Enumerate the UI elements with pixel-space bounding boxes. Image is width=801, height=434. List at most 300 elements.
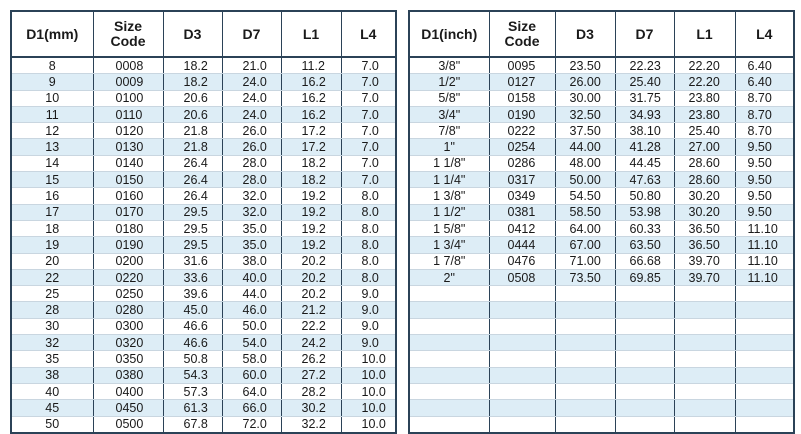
table-cell: 3/4" [409,106,489,122]
table-cell: 9.50 [735,139,794,155]
table-cell [735,367,794,383]
table-row [11,74,396,90]
table-cell: 7.0 [341,139,396,155]
table-cell: 24.0 [222,106,281,122]
table-cell: 40.0 [222,269,281,285]
table-row [409,188,794,204]
table-cell: 22.23 [615,57,674,74]
table-cell: 71.00 [555,253,615,269]
table-cell: 9.0 [341,286,396,302]
table-row [11,155,396,171]
table-cell [674,302,735,318]
table-cell [489,383,555,399]
table-cell: 39.6 [163,286,222,302]
table-cell: 18.2 [281,155,341,171]
table-cell [615,416,674,433]
table-cell: 34.93 [615,106,674,122]
table-cell: 60.33 [615,220,674,236]
table-cell: 7.0 [341,90,396,106]
table-cell: 36.50 [674,220,735,236]
table-cell: 10.0 [341,416,396,433]
table-cell: 6.40 [735,74,794,90]
table-cell: 36.50 [674,237,735,253]
table-cell [674,383,735,399]
table-cell [615,400,674,416]
table-cell [555,302,615,318]
table-row [11,253,396,269]
table-cell: 25.40 [615,74,674,90]
table-cell: 50.0 [222,318,281,334]
table-cell [489,367,555,383]
table-row [409,123,794,139]
table-cell: 47.63 [615,172,674,188]
column-header: Size Code [93,11,163,57]
table-cell: 29.5 [163,220,222,236]
table-cell [735,351,794,367]
table-cell: 0127 [489,74,555,90]
table-row [11,139,396,155]
table-cell: 25 [11,286,93,302]
column-header: Size Code [489,11,555,57]
table-cell [409,318,489,334]
table-cell: 31.75 [615,90,674,106]
table-row [11,400,396,416]
table-cell: 0100 [93,90,163,106]
table-cell: 8.70 [735,90,794,106]
table-cell [735,302,794,318]
table-cell: 31.6 [163,253,222,269]
table-cell: 38 [11,367,93,383]
table-cell: 28.0 [222,155,281,171]
table-cell: 28.2 [281,383,341,399]
table-row [409,302,794,318]
table-cell: 73.50 [555,269,615,285]
table-cell [409,367,489,383]
table-cell: 27.2 [281,367,341,383]
table-cell: 11.2 [281,57,341,74]
table-cell: 13 [11,139,93,155]
table-cell: 41.28 [615,139,674,155]
table-row [409,351,794,367]
table-cell: 11.10 [735,220,794,236]
table-cell [409,351,489,367]
table-cell: 37.50 [555,123,615,139]
table-cell: 50.80 [615,188,674,204]
table-cell: 69.85 [615,269,674,285]
table-cell: 0254 [489,139,555,155]
table-cell: 26.4 [163,155,222,171]
table-cell: 67.00 [555,237,615,253]
table-cell [555,335,615,351]
table-cell [735,286,794,302]
table-cell: 54.0 [222,335,281,351]
table-cell: 28.60 [674,172,735,188]
table-row [409,172,794,188]
table-cell [489,286,555,302]
table-cell [615,367,674,383]
table-row [11,416,396,433]
table-cell: 24.0 [222,74,281,90]
table-cell: 7/8" [409,123,489,139]
table-cell: 0200 [93,253,163,269]
table-cell [674,318,735,334]
inch-size-table [408,10,795,434]
table-cell: 8 [11,57,93,74]
table-cell: 1 1/8" [409,155,489,171]
table-cell: 19 [11,237,93,253]
table-cell: 20 [11,253,93,269]
table-cell: 10.0 [341,367,396,383]
table-cell: 26.0 [222,139,281,155]
table-row [11,204,396,220]
table-row [11,106,396,122]
table-cell: 26.4 [163,172,222,188]
table-row [11,351,396,367]
table-cell: 1 3/4" [409,237,489,253]
table-cell [615,318,674,334]
table-row [11,318,396,334]
table-cell: 30.20 [674,188,735,204]
table-cell: 45 [11,400,93,416]
column-header: D3 [555,11,615,57]
table-cell [489,351,555,367]
table-cell: 0349 [489,188,555,204]
table-cell: 16.2 [281,106,341,122]
table-cell: 24.2 [281,335,341,351]
table-cell: 1 7/8" [409,253,489,269]
table-cell: 46.6 [163,335,222,351]
table-row [409,106,794,122]
table-cell [555,416,615,433]
table-cell: 1 1/2" [409,204,489,220]
table-cell: 0450 [93,400,163,416]
table-cell [615,383,674,399]
table-cell: 8.0 [341,237,396,253]
table-row [409,286,794,302]
table-cell: 39.70 [674,253,735,269]
table-cell: 1/2" [409,74,489,90]
table-cell: 0250 [93,286,163,302]
table-cell: 11 [11,106,93,122]
table-cell: 20.6 [163,90,222,106]
table-cell: 18.2 [163,74,222,90]
table-row [409,90,794,106]
table-cell: 53.98 [615,204,674,220]
table-cell: 0500 [93,416,163,433]
table-cell: 7.0 [341,57,396,74]
table-cell: 9.0 [341,318,396,334]
column-header: L4 [735,11,794,57]
table-cell [555,318,615,334]
table-cell: 0280 [93,302,163,318]
table-cell: 0400 [93,383,163,399]
table-cell [409,302,489,318]
table-cell: 2" [409,269,489,285]
table-row [409,74,794,90]
table-cell: 32.50 [555,106,615,122]
table-cell [489,400,555,416]
table-cell: 22.20 [674,74,735,90]
table-cell: 26.00 [555,74,615,90]
table-cell: 1 5/8" [409,220,489,236]
metric-table-header [11,11,396,57]
table-cell: 0130 [93,139,163,155]
table-cell: 0140 [93,155,163,171]
table-cell: 0110 [93,106,163,122]
table-cell: 35 [11,351,93,367]
table-cell: 0381 [489,204,555,220]
table-cell: 8.0 [341,204,396,220]
table-cell: 38.10 [615,123,674,139]
table-cell: 33.6 [163,269,222,285]
table-cell: 30 [11,318,93,334]
table-cell: 32.0 [222,188,281,204]
table-row [409,204,794,220]
table-row [11,367,396,383]
table-cell: 45.0 [163,302,222,318]
table-row [409,253,794,269]
table-cell [555,367,615,383]
table-cell: 21.8 [163,139,222,155]
table-cell: 28 [11,302,93,318]
table-cell: 0320 [93,335,163,351]
table-cell: 23.80 [674,106,735,122]
table-cell: 9.50 [735,188,794,204]
table-cell: 50.00 [555,172,615,188]
table-cell: 30.2 [281,400,341,416]
table-cell: 0190 [93,237,163,253]
table-cell: 67.8 [163,416,222,433]
table-cell: 8.0 [341,253,396,269]
table-row [409,367,794,383]
table-cell [735,416,794,433]
header-row [11,11,396,57]
header-row [409,11,794,57]
table-row [409,383,794,399]
table-cell: 0095 [489,57,555,74]
table-cell: 38.0 [222,253,281,269]
table-cell: 0286 [489,155,555,171]
table-cell: 40 [11,383,93,399]
table-cell: 19.2 [281,220,341,236]
table-row [409,220,794,236]
table-cell [735,318,794,334]
table-cell: 0008 [93,57,163,74]
table-cell: 35.0 [222,237,281,253]
table-cell: 9.0 [341,302,396,318]
table-cell: 10.0 [341,400,396,416]
table-cell: 16.2 [281,90,341,106]
table-cell: 11.10 [735,237,794,253]
table-row [409,400,794,416]
column-header: D3 [163,11,222,57]
table-cell: 0412 [489,220,555,236]
table-cell [409,286,489,302]
table-cell: 0180 [93,220,163,236]
table-cell: 63.50 [615,237,674,253]
table-cell: 24.0 [222,90,281,106]
table-cell: 50 [11,416,93,433]
table-cell: 39.70 [674,269,735,285]
table-row [409,57,794,74]
table-cell: 1" [409,139,489,155]
table-cell [409,383,489,399]
table-cell: 0160 [93,188,163,204]
inch-table-body [409,57,794,433]
table-cell [555,351,615,367]
table-cell: 7.0 [341,106,396,122]
table-cell: 28.60 [674,155,735,171]
table-cell: 9.50 [735,204,794,220]
table-cell: 7.0 [341,123,396,139]
table-cell: 26.2 [281,351,341,367]
table-cell: 11.10 [735,253,794,269]
metric-size-table [10,10,397,434]
table-cell [674,400,735,416]
table-cell [674,286,735,302]
table-cell: 16.2 [281,74,341,90]
table-cell: 35.0 [222,220,281,236]
table-cell: 20.2 [281,253,341,269]
table-cell: 21.2 [281,302,341,318]
table-cell: 60.0 [222,367,281,383]
table-cell: 30.00 [555,90,615,106]
table-cell: 32.2 [281,416,341,433]
table-cell: 1 3/8" [409,188,489,204]
table-cell: 0158 [489,90,555,106]
metric-table-body [11,57,396,433]
table-cell [489,318,555,334]
table-cell: 54.3 [163,367,222,383]
table-cell: 46.0 [222,302,281,318]
column-header: L1 [674,11,735,57]
table-cell: 8.70 [735,106,794,122]
table-cell: 0508 [489,269,555,285]
table-cell: 18 [11,220,93,236]
table-cell: 0317 [489,172,555,188]
column-header: D7 [615,11,674,57]
table-cell [489,302,555,318]
table-row [11,123,396,139]
table-cell: 21.8 [163,123,222,139]
table-row [11,188,396,204]
table-cell: 0220 [93,269,163,285]
table-cell: 9.0 [341,335,396,351]
table-cell [615,286,674,302]
table-row [409,416,794,433]
table-cell [489,416,555,433]
table-cell: 17.2 [281,123,341,139]
table-cell: 18.2 [163,57,222,74]
table-cell: 48.00 [555,155,615,171]
table-cell: 17 [11,204,93,220]
table-cell: 9.50 [735,155,794,171]
table-cell: 32 [11,335,93,351]
table-row [409,237,794,253]
table-cell: 61.3 [163,400,222,416]
table-cell: 30.20 [674,204,735,220]
table-cell: 6.40 [735,57,794,74]
table-row [409,139,794,155]
table-cell: 57.3 [163,383,222,399]
table-cell [615,351,674,367]
table-cell: 64.00 [555,220,615,236]
table-cell: 54.50 [555,188,615,204]
column-header: D7 [222,11,281,57]
table-cell: 0190 [489,106,555,122]
table-cell: 22.2 [281,318,341,334]
table-cell: 7.0 [341,172,396,188]
table-cell: 19.2 [281,204,341,220]
table-cell: 0444 [489,237,555,253]
table-cell: 8.0 [341,220,396,236]
table-cell: 26.0 [222,123,281,139]
table-cell [555,286,615,302]
table-cell: 44.0 [222,286,281,302]
column-header: D1(mm) [11,11,93,57]
table-cell [615,335,674,351]
table-cell [615,302,674,318]
table-cell: 66.68 [615,253,674,269]
table-cell [674,351,735,367]
table-row [11,302,396,318]
table-row [11,220,396,236]
table-row [409,155,794,171]
table-cell: 18.2 [281,172,341,188]
table-row [409,335,794,351]
table-cell [409,416,489,433]
table-cell: 22.20 [674,57,735,74]
table-cell: 44.00 [555,139,615,155]
table-cell: 10.0 [341,351,396,367]
table-row [11,286,396,302]
table-row [11,172,396,188]
table-cell: 8.0 [341,269,396,285]
table-cell: 0380 [93,367,163,383]
table-cell: 5/8" [409,90,489,106]
table-cell: 20.2 [281,269,341,285]
table-cell: 0222 [489,123,555,139]
table-cell: 10.0 [341,383,396,399]
table-cell: 0150 [93,172,163,188]
table-cell: 22 [11,269,93,285]
table-cell: 8.70 [735,123,794,139]
table-cell: 15 [11,172,93,188]
table-cell: 20.2 [281,286,341,302]
table-cell: 0300 [93,318,163,334]
table-cell [555,400,615,416]
table-cell [735,335,794,351]
table-cell [674,335,735,351]
inch-table-header [409,11,794,57]
table-row [11,269,396,285]
table-cell: 7.0 [341,74,396,90]
table-cell: 11.10 [735,269,794,285]
table-row [11,90,396,106]
table-cell: 50.8 [163,351,222,367]
table-cell [555,383,615,399]
table-cell: 44.45 [615,155,674,171]
table-cell: 7.0 [341,155,396,171]
table-cell: 9.50 [735,172,794,188]
table-cell: 72.0 [222,416,281,433]
table-cell: 12 [11,123,93,139]
table-cell: 25.40 [674,123,735,139]
table-cell: 0476 [489,253,555,269]
table-cell: 0350 [93,351,163,367]
table-cell: 10 [11,90,93,106]
table-row [11,57,396,74]
